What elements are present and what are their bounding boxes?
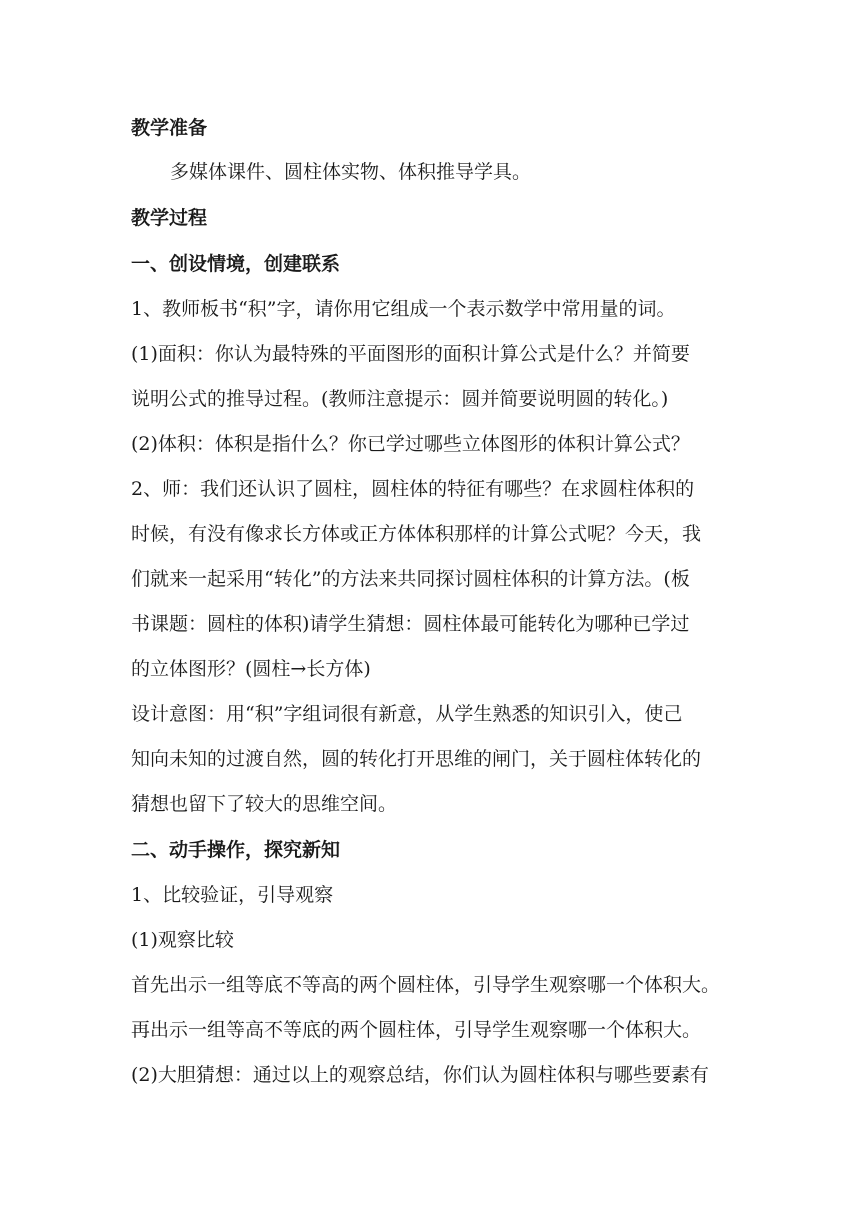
heading-section-one: 一、创设情境，创建联系 [131, 253, 341, 275]
text-line: 的立体图形？(圆柱→长方体) [131, 658, 371, 680]
heading-section-two: 二、动手操作，探究新知 [131, 839, 341, 861]
text-line: (2)体积：体积是指什么？你已学过哪些立体图形的体积计算公式？ [131, 433, 690, 455]
text-line: (2)大胆猜想：通过以上的观察总结，你们认为圆柱体积与哪些要素有 [131, 1064, 709, 1086]
text-line: 2、师：我们还认识了圆柱，圆柱体的特征有哪些？在求圆柱体积的 [131, 478, 695, 500]
heading-teaching-process: 教学过程 [131, 207, 208, 229]
text-line: 设计意图：用“积”字组词很有新意，从学生熟悉的知识引入，使己 [131, 703, 683, 725]
text-line: (1)面积：你认为最特殊的平面图形的面积计算公式是什么？并简要 [131, 343, 690, 365]
text-line: 1、教师板书“积”字，请你用它组成一个表示数学中常用量的词。 [131, 298, 676, 320]
text-line: 猜想也留下了较大的思维空间。 [131, 793, 398, 815]
text-line: 再出示一组等高不等底的两个圆柱体，引导学生观察哪一个体积大。 [131, 1019, 702, 1041]
text-line: 书课题：圆柱的体积)请学生猜想：圆柱体最可能转化为哪种已学过 [131, 613, 690, 635]
heading-teaching-preparation: 教学准备 [131, 117, 208, 139]
text-line: 首先出示一组等底不等高的两个圆柱体，引导学生观察哪一个体积大。 [131, 974, 721, 996]
text-line: 知向未知的过渡自然，圆的转化打开思维的闸门，关于圆柱体转化的 [131, 748, 702, 770]
text-line: (1)观察比较 [131, 929, 234, 951]
text-line: 1、比较验证，引导观察 [131, 884, 334, 906]
text-line: 时候，有没有像求长方体或正方体体积那样的计算公式呢？今天，我 [131, 523, 702, 545]
text-line: 们就来一起采用“转化”的方法来共同探讨圆柱体积的计算方法。(板 [131, 568, 690, 590]
text-line: 说明公式的推导过程。(教师注意提示：圆并简要说明圆的转化。) [131, 388, 669, 410]
paragraph-materials: 多媒体课件、圆柱体实物、体积推导学具。 [170, 161, 532, 183]
